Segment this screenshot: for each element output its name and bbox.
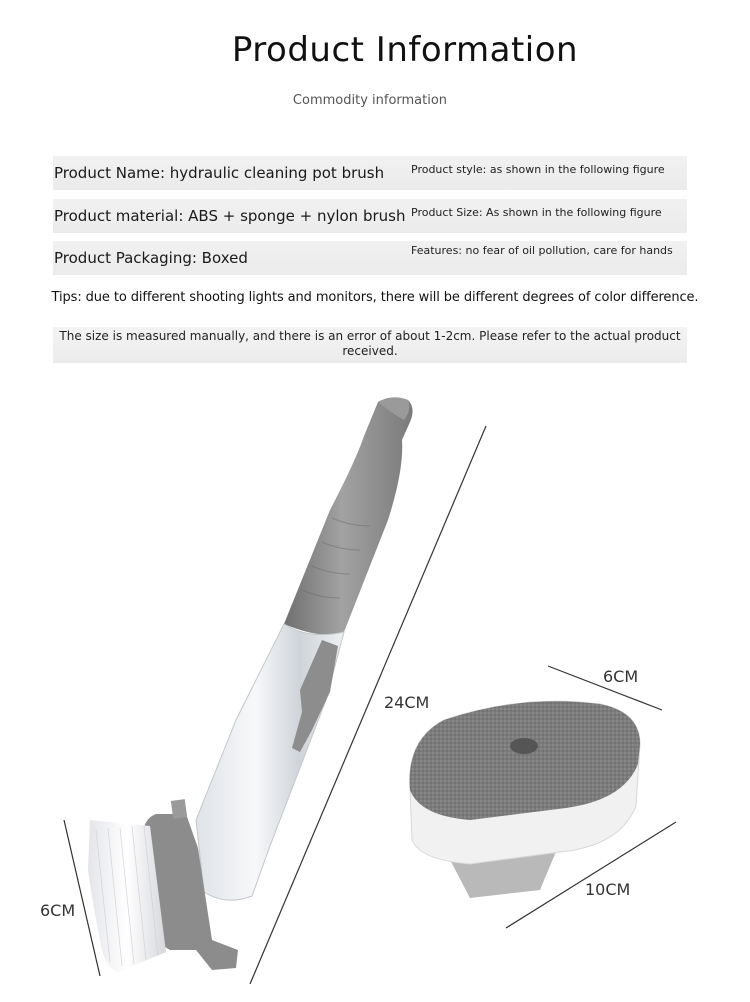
- dim-label-sponge-length: 10CM: [585, 880, 631, 899]
- sponge-illustration: [410, 701, 640, 898]
- product-material-text: Product material: ABS + sponge + nylon brush: [54, 207, 406, 225]
- brush-handle: [284, 397, 413, 634]
- product-packaging-text: Product Packaging: Boxed: [54, 249, 248, 267]
- sponge-hole: [510, 738, 538, 754]
- product-name-text: Product Name: hydraulic cleaning pot brush: [54, 164, 385, 182]
- product-features-text: Features: no fear of oil pollution, care for hands: [411, 244, 673, 257]
- product-photo: [0, 380, 750, 1002]
- info-row-packaging: [53, 241, 687, 275]
- tips-text: Tips: due to different shooting lights and monitors, there will be different degrees of color difference.: [51, 290, 699, 305]
- info-row-material: [53, 199, 687, 233]
- dim-label-brush-head: 6CM: [40, 901, 76, 920]
- dish-brush-illustration: [88, 397, 413, 972]
- measurement-note: The size is measured manually, and there is an error of about 1-2cm. Please refer to the actual product received.: [53, 327, 687, 363]
- info-row-name: [53, 156, 687, 190]
- page-title: Product Information: [231, 30, 579, 70]
- page-subtitle: Commodity information: [292, 93, 448, 108]
- dim-label-brush-length: 24CM: [384, 693, 430, 712]
- dim-label-sponge-width: 6CM: [603, 667, 639, 686]
- product-size-text: Product Size: As shown in the following figure: [411, 206, 662, 219]
- product-style-text: Product style: as shown in the following figure: [411, 163, 665, 176]
